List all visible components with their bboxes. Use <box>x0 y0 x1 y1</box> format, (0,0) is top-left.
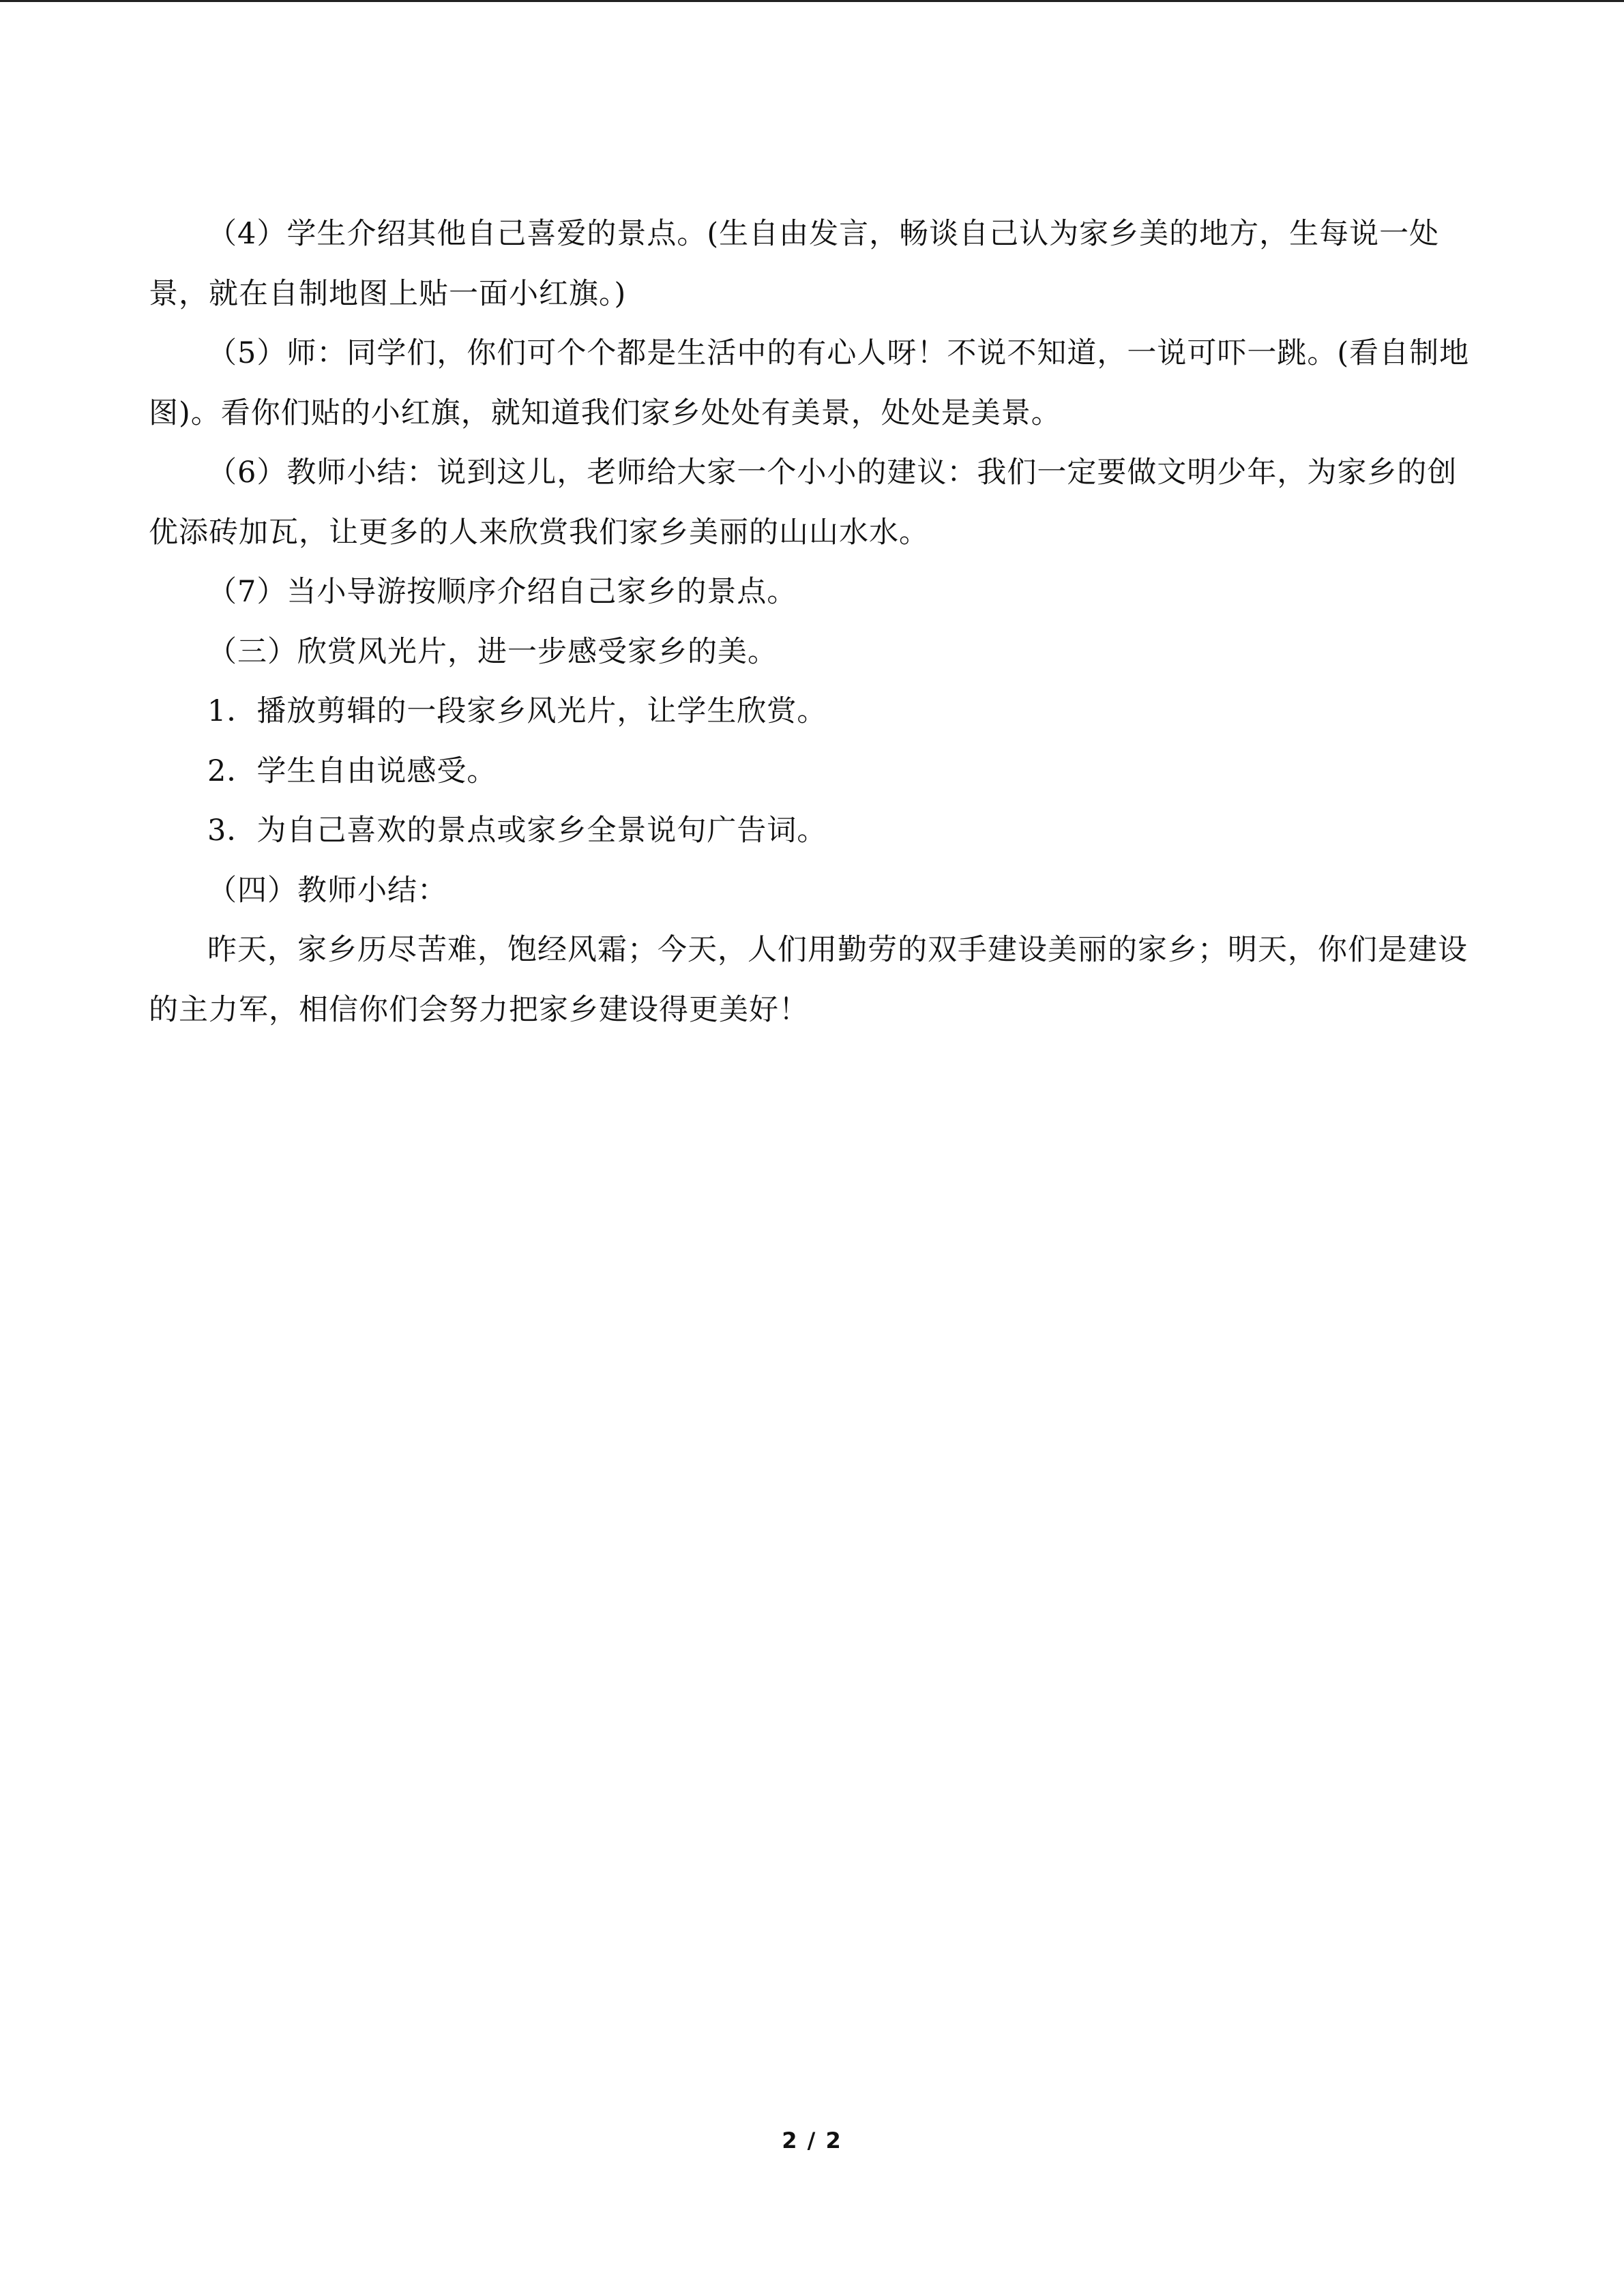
list-item-1: 1．播放剪辑的一段家乡风光片，让学生欣赏。 <box>207 694 827 728</box>
section-heading-4: （四）教师小结： <box>207 873 447 908</box>
page-number: 2 / 2 <box>782 2128 842 2153</box>
document-body <box>149 205 1475 1040</box>
paragraph-activity-4: （4）学生介绍其他自己喜爱的景点。(生自由发言，畅谈自己认为家乡美的地方，生每说一处景，就在自制地图上贴一面小红旗。) <box>149 217 1440 311</box>
closing-paragraph: 昨天，家乡历尽苦难，饱经风霜；今天，人们用勤劳的双手建设美丽的家乡；明天，你们是建设的主力军，相信你们会努力把家乡建设得更美好！ <box>149 933 1468 1027</box>
paragraph-activity-7: （7）当小导游按顺序介绍自己家乡的景点。 <box>207 575 797 609</box>
section-heading-3: （三）欣赏风光片，进一步感受家乡的美。 <box>207 634 778 669</box>
paragraph-activity-5: （5）师：同学们，你们可个个都是生活中的有心人呀！不说不知道，一说可吓一跳。(看自制地图)。看你们贴的小红旗，就知道我们家乡处处有美景，处处是美景。 <box>149 336 1470 430</box>
list-item-3: 3．为自己喜欢的景点或家乡全景说句广告词。 <box>207 814 827 848</box>
paragraph-activity-6: （6）教师小结：说到这儿，老师给大家一个小小的建议：我们一定要做文明少年，为家乡的创优添砖加瓦，让更多的人来欣赏我们家乡美丽的山山水水。 <box>149 456 1458 550</box>
top-border-line <box>0 0 1624 2</box>
list-item-2: 2．学生自由说感受。 <box>207 754 497 788</box>
